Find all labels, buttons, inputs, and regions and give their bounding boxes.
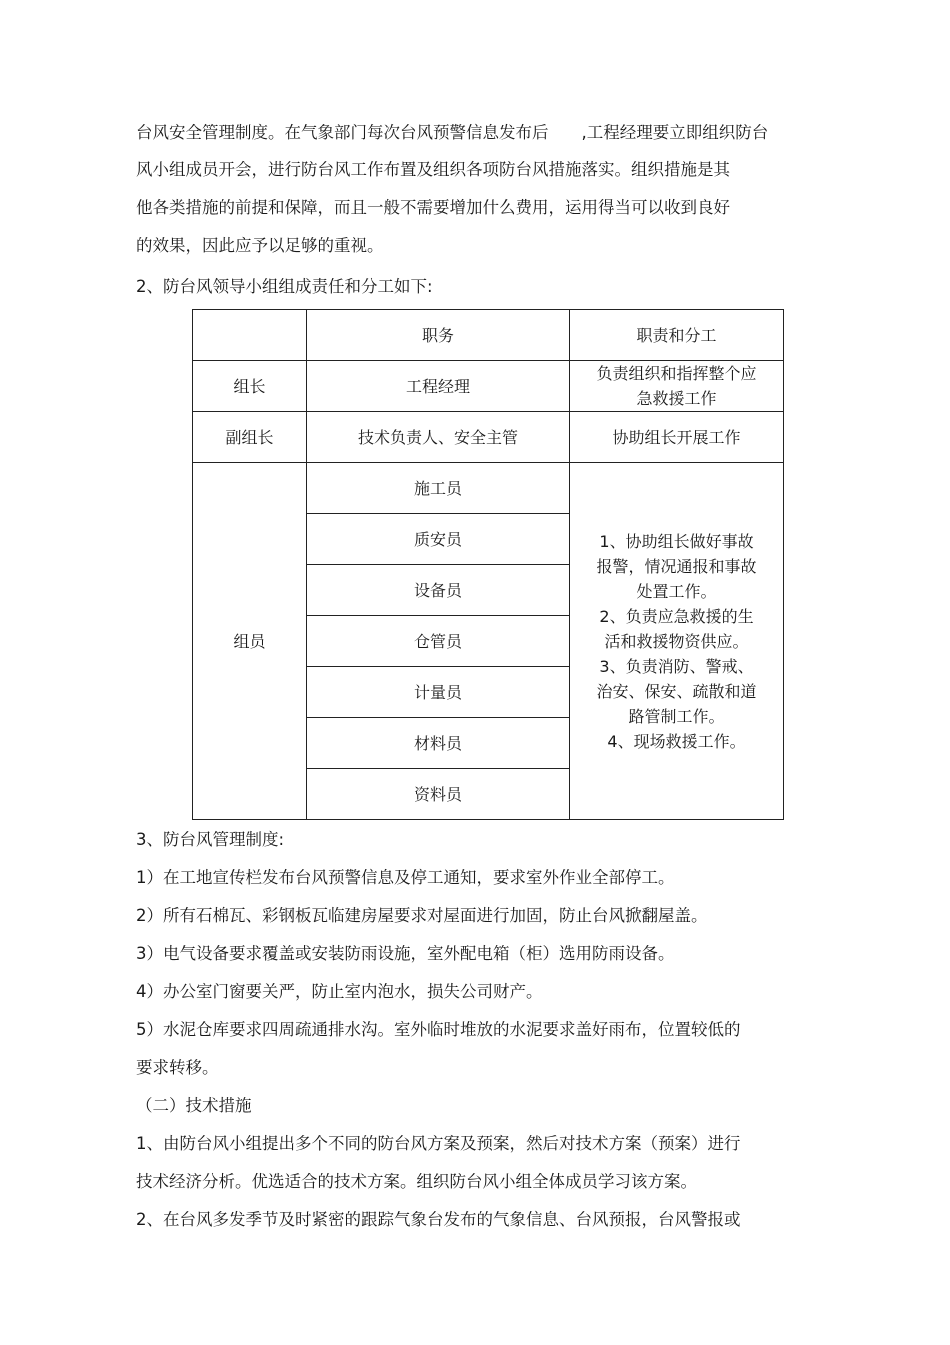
section2-heading: 2、防台风领导小组组成责任和分工如下:: [136, 277, 433, 296]
duty-line: 2、负责应急救援的生: [599, 606, 754, 626]
duty-line: 1、协助组长做好事故: [599, 531, 754, 551]
header-position-cell: 职务: [307, 310, 570, 361]
table-header-row: [193, 310, 784, 361]
role-cell-members: 组员: [193, 463, 307, 820]
position-cell: 工程经理: [307, 361, 570, 412]
position-cell: 材料员: [307, 718, 570, 769]
rule-item: 2）所有石棉瓦、彩钢板瓦临建房屋要求对屋面进行加固，防止台风掀翻屋盖。: [136, 906, 708, 925]
position-cell: 计量员: [307, 667, 570, 718]
duty-line: 处置工作。: [636, 581, 717, 601]
position-cell: 质安员: [307, 514, 570, 565]
position-cell: 资料员: [307, 769, 570, 820]
rule-item: 3）电气设备要求覆盖或安装防雨设施，室外配电箱（柜）选用防雨设备。: [136, 944, 675, 963]
duty-cell: [570, 361, 784, 412]
position-cell: 技术负责人、安全主管: [307, 412, 570, 463]
tech-item: 1、由防台风小组提出多个不同的防台风方案及预案，然后对技术方案（预案）进行: [136, 1134, 741, 1153]
rule-item: 4）办公室门窗要关严，防止室内泡水，损失公司财产。: [136, 982, 543, 1001]
intro-line: 风小组成员开会，进行防台风工作布置及组织各项防台风措施落实。组织措施是其: [136, 160, 730, 179]
position-cell: 设备员: [307, 565, 570, 616]
header-role-cell: [193, 310, 307, 361]
header-duty-cell: 职责和分工: [570, 310, 784, 361]
intro-line: 台风安全管理制度。在气象部门每次台风预警信息发布后 ,工程经理要立即组织防台: [136, 123, 769, 142]
table-row-deputy: [193, 412, 784, 463]
duty-line: 3、负责消防、警戒、: [599, 656, 754, 676]
duty-line: 负责组织和指挥整个应: [596, 364, 757, 383]
role-cell: 组长: [193, 361, 307, 412]
duty-table: [192, 309, 784, 820]
duty-line: 治安、保安、疏散和道: [596, 681, 757, 701]
tech-item: 2、在台风多发季节及时紧密的跟踪气象台发布的气象信息、台风预报，台风警报或: [136, 1210, 741, 1229]
intro-line: 他各类措施的前提和保障，而且一般不需要增加什么费用，运用得当可以收到良好: [136, 198, 730, 217]
position-cell: 施工员: [307, 463, 570, 514]
duty-line: 路管制工作。: [628, 706, 725, 726]
duty-line: 4、现场救援工作。: [607, 731, 746, 751]
position-cell: 仓管员: [307, 616, 570, 667]
duty-cell: 协助组长开展工作: [570, 412, 784, 463]
tech-item: 技术经济分析。优选适合的技术方案。组织防台风小组全体成员学习该方案。: [136, 1172, 697, 1191]
duty-cell-members: [570, 463, 784, 820]
rule-item: 要求转移。: [136, 1058, 219, 1077]
intro-line: 的效果，因此应予以足够的重视。: [136, 236, 384, 255]
section3-heading: 3、防台风管理制度:: [136, 830, 285, 849]
duty-line: 活和救援物资供应。: [604, 631, 749, 651]
role-cell: 副组长: [193, 412, 307, 463]
rule-item: 5）水泥仓库要求四周疏通排水沟。室外临时堆放的水泥要求盖好雨布，位置较低的: [136, 1020, 741, 1039]
rule-item: 1）在工地宣传栏发布台风预警信息及停工通知，要求室外作业全部停工。: [136, 868, 675, 887]
duty-line: 报警，情况通报和事故: [596, 556, 757, 576]
table-row-member: [193, 463, 784, 514]
duty-line: 急救援工作: [636, 389, 717, 408]
table-row-leader: [193, 361, 784, 412]
tech-heading: （二）技术措施: [136, 1096, 252, 1115]
